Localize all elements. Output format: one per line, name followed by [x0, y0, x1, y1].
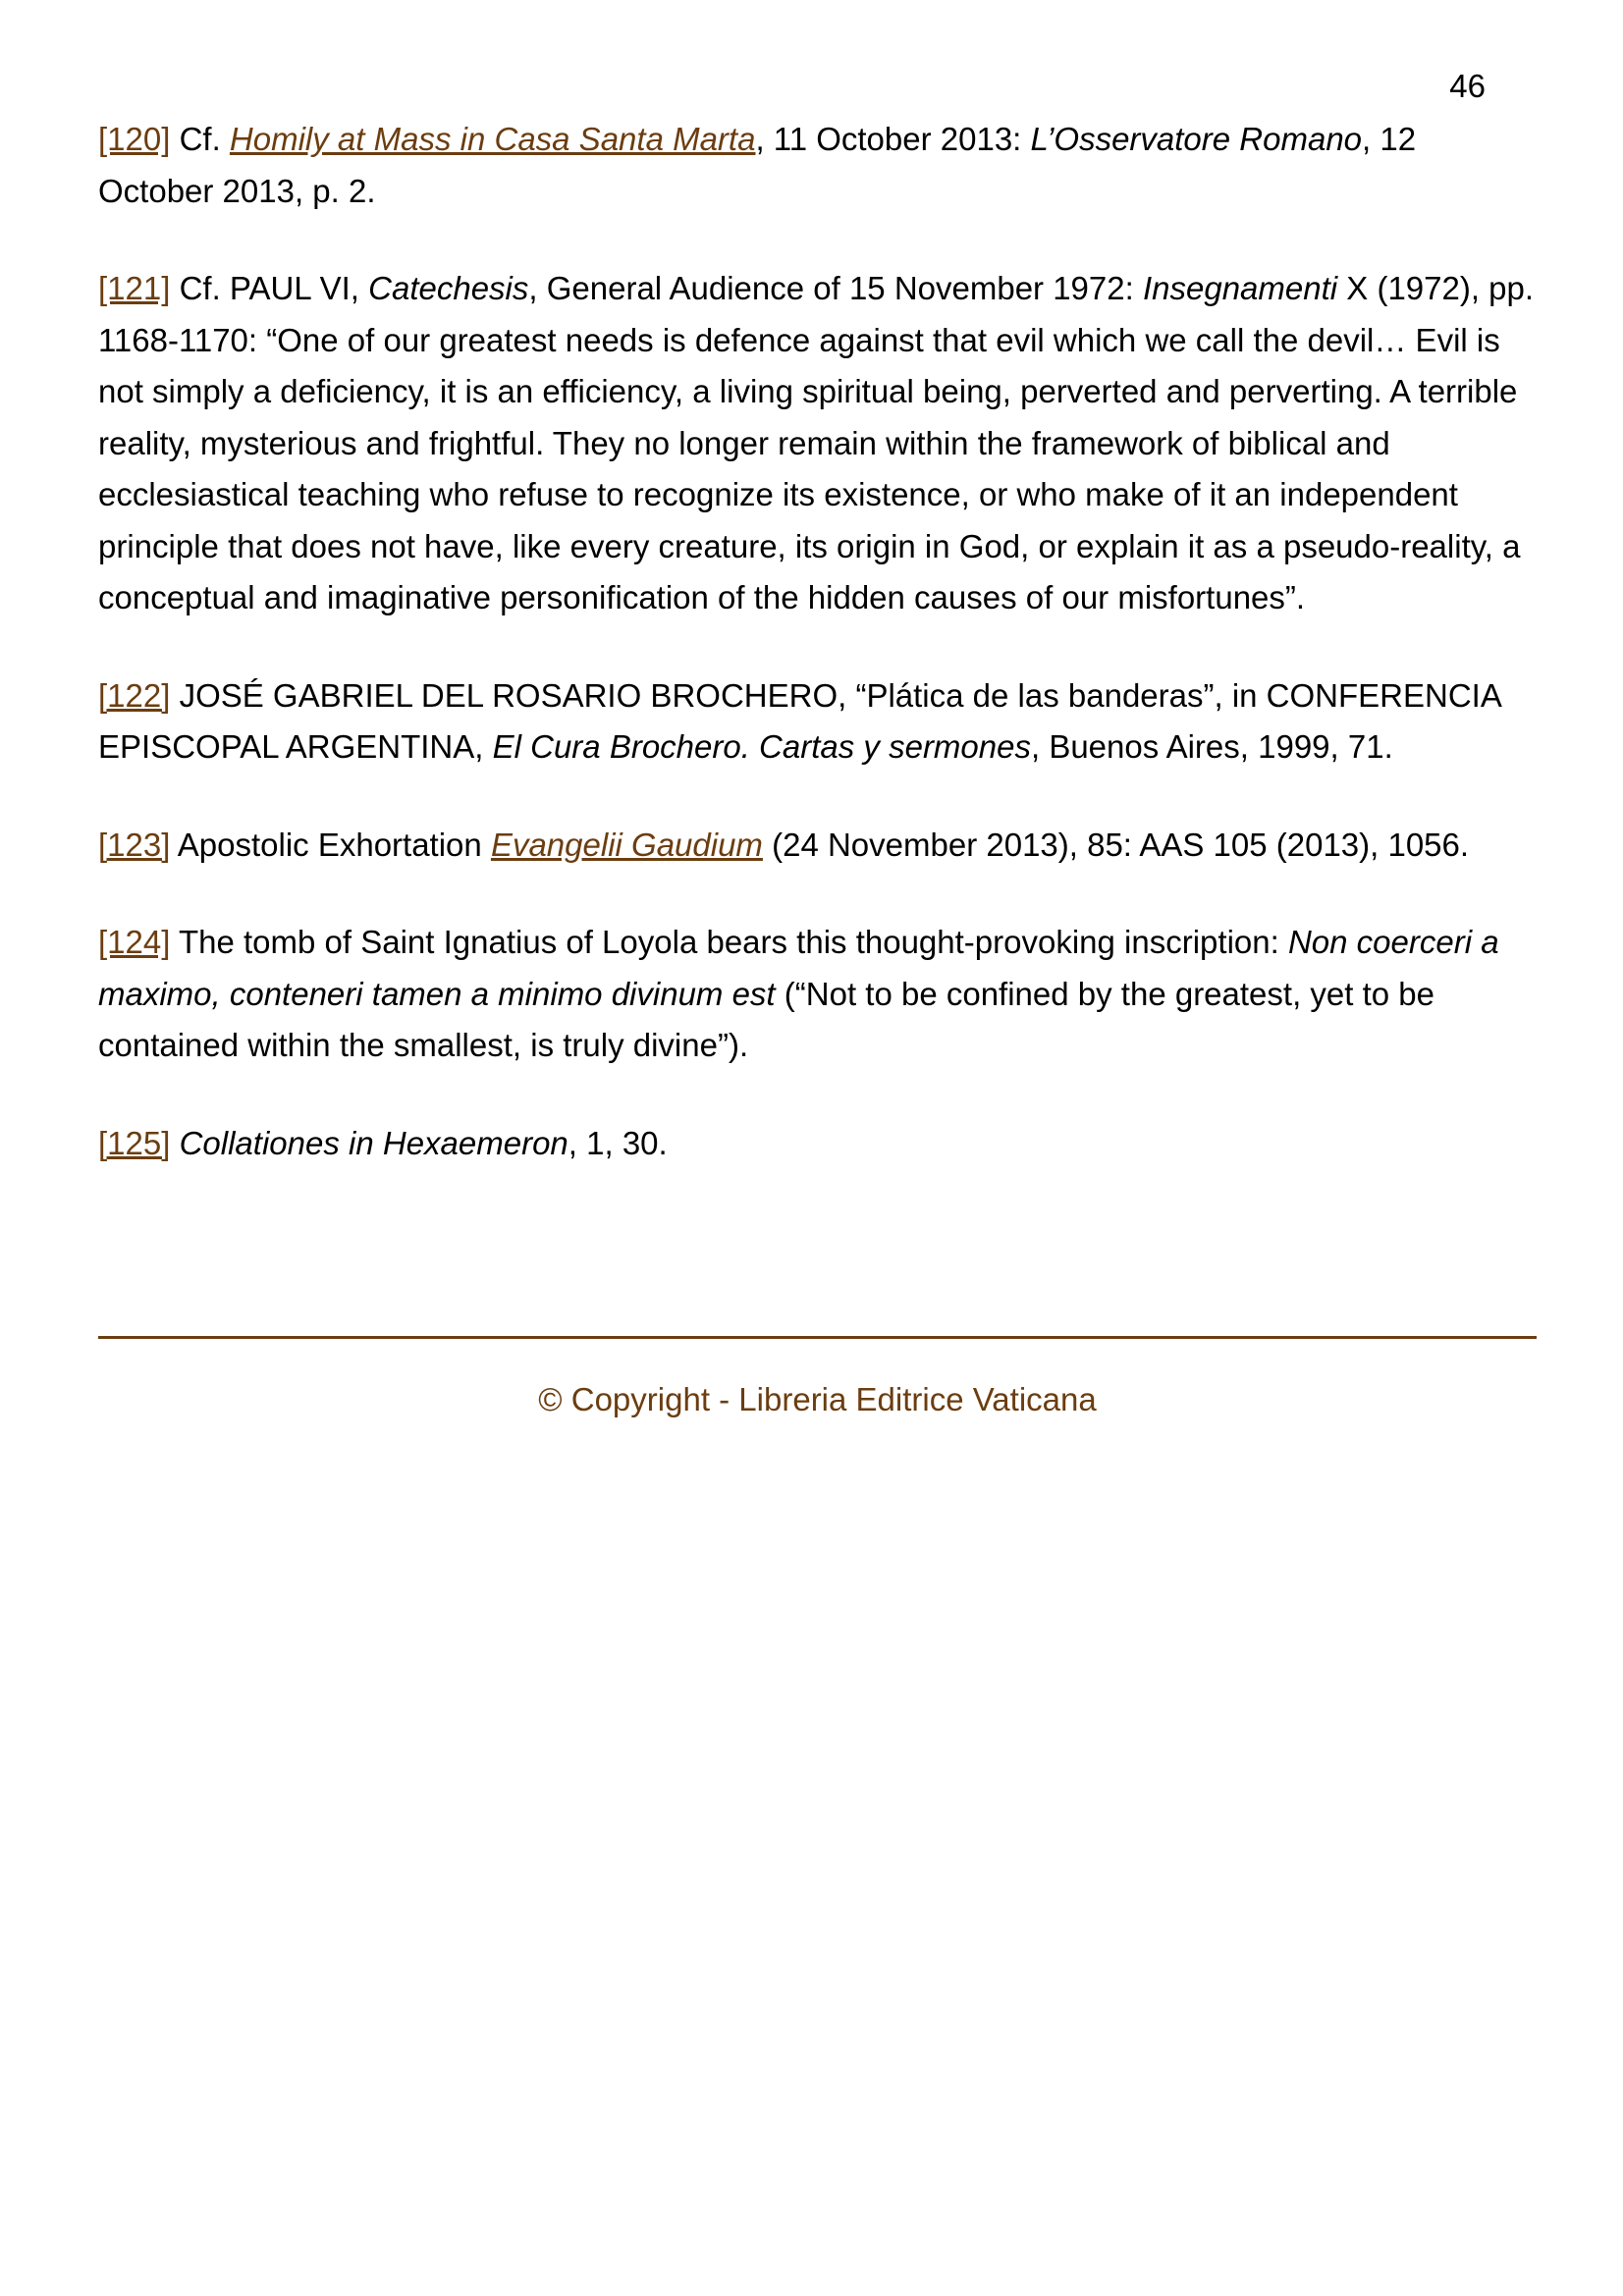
note-italic: Insegnamenti	[1142, 270, 1338, 306]
note-text: Cf.	[170, 121, 230, 157]
note-italic: El Cura Brochero. Cartas y sermones	[492, 728, 1031, 765]
note-text: JOSÉ GABRIEL DEL ROSARIO BROCHERO, “Plática de las banderas”, in CONFERENCIA EPISCOPAL ARGENTINA,	[98, 676, 1501, 765]
note-text: Cf. PAUL VI,	[170, 270, 369, 306]
footnote-ref-link[interactable]: [123]	[98, 826, 171, 863]
footnote-ref-link[interactable]: [120]	[98, 121, 171, 157]
note-text: The tomb of Saint Ignatius of Loyola bears this thought-provoking inscription:	[170, 924, 1288, 960]
footnote	[98, 114, 1537, 217]
note-text: , 1, 30.	[568, 1124, 668, 1161]
note-text	[170, 1125, 179, 1161]
note-text: , 11 October 2013:	[755, 121, 1031, 157]
evangelii-gaudium-link[interactable]: Evangelii Gaudium	[490, 826, 763, 863]
note-text: (“Not to be confined by the greatest, yet to be contained within the smallest, is truly divine”).	[98, 975, 1435, 1063]
note-text: , General Audience of 15 November 1972:	[528, 270, 1143, 306]
note-text: Apostolic Exhortation	[170, 826, 491, 863]
footer-divider	[98, 1336, 1537, 1339]
note-text: , 12 October 2013, p. 2.	[98, 121, 1417, 209]
footnote-ref-link[interactable]: [125]	[98, 1124, 171, 1161]
note-italic: Non coerceri a maximo, conteneri tamen a minimo divinum est	[98, 924, 1499, 1012]
footnote	[98, 1118, 1537, 1170]
footnote	[98, 263, 1537, 624]
note-italic: Collationes in Hexaemeron	[179, 1124, 568, 1161]
page-number: 46	[1449, 68, 1486, 104]
note-text: X (1972), pp. 1168-1170: “One of our greatest needs is defence against that evil which we call the devil… Evil is not simply a deficiency, it is an efficiency, a living spiritual being, perverted and perverting. A terrible reality, mysterious and frightful. They no longer remain within the framework of biblical and ecclesiastical teaching who refuse to recognize its existence, or who make of it an independent principle that does not have, like every creature, its origin in God, or explain it as a pseudo-reality, a conceptual and imaginative personification of the hidden causes of our misfortunes”.	[98, 270, 1535, 615]
footnote	[98, 820, 1537, 872]
footnote-ref-link[interactable]: [124]	[98, 924, 171, 960]
note-text: , Buenos Aires, 1999, 71.	[1030, 728, 1393, 765]
note-italic: L’Osservatore Romano	[1030, 121, 1363, 157]
footnote-ref-link[interactable]: [122]	[98, 676, 171, 714]
homily-link[interactable]: Homily at Mass in Casa Santa Marta	[229, 121, 756, 157]
note-text: (24 November 2013), 85: AAS 105 (2013), 1056.	[762, 826, 1470, 863]
footnotes	[98, 114, 1537, 1215]
footnote-ref-link[interactable]: [121]	[98, 270, 171, 306]
note-italic: Catechesis	[368, 270, 529, 306]
footnote	[98, 917, 1537, 1072]
footnote	[98, 670, 1537, 774]
copyright-notice: © Copyright - Libreria Editrice Vaticana	[538, 1381, 1097, 1417]
